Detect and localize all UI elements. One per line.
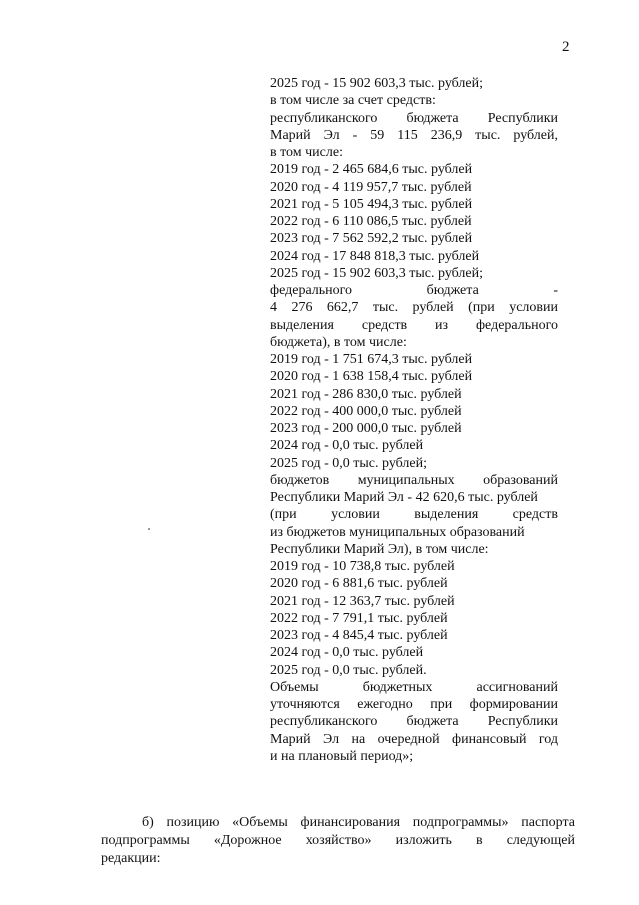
column-line: 2022 год - 6 110 086,5 тыс. рублей <box>270 214 472 229</box>
column-line: 2024 год - 0,0 тыс. рублей <box>270 438 424 454</box>
column-line: 2019 год - 10 738,8 тыс. рублей <box>270 559 455 574</box>
column-line: в том числе: <box>270 145 343 160</box>
column-line: 2021 год - 5 105 494,3 тыс. рублей <box>270 196 473 212</box>
scan-speck <box>148 528 150 530</box>
column-line: 2025 год - 0,0 тыс. рублей. <box>270 662 427 678</box>
column-line: республиканского бюджета Республики <box>270 714 558 730</box>
column-line: Республики Марий Эл), в том числе: <box>270 541 489 557</box>
column-line: (при условии выделения средств <box>270 507 558 523</box>
column-line: 2020 год - 4 119 957,7 тыс. рублей <box>270 179 472 195</box>
column-line: в том числе за счет средств: <box>270 93 436 109</box>
column-line: федерального бюджета - <box>270 283 558 298</box>
item-b-paragraph <box>101 814 575 867</box>
financing-column <box>270 75 558 765</box>
column-line: 2025 год - 15 902 603,3 тыс. рублей; <box>270 76 484 91</box>
column-line: 2019 год - 1 751 674,3 тыс. рублей <box>270 352 473 367</box>
column-line: 2023 год - 200 000,0 тыс. рублей <box>270 421 462 436</box>
column-line: 2021 год - 286 830,0 тыс. рублей <box>270 386 462 402</box>
column-line: 2023 год - 4 845,4 тыс. рублей <box>270 628 448 643</box>
column-line: бюджетов муниципальных образований <box>270 472 558 488</box>
column-line: 2023 год - 7 562 592,2 тыс. рублей <box>270 231 473 247</box>
column-line: 2022 год - 400 000,0 тыс. рублей <box>270 403 462 419</box>
item-b-line: подпрограммы «Дорожное хозяйство» изложить в следующей <box>101 832 575 848</box>
column-line: Марий Эл на очередной финансовый год <box>270 731 558 747</box>
column-line: Республики Марий Эл - 42 620,6 тыс. рублей <box>270 490 538 505</box>
item-b-line: б) позицию «Объемы финансирования подпрограммы» паспорта <box>142 815 575 830</box>
column-line: республиканского бюджета Республики <box>270 110 558 126</box>
column-line: Объемы бюджетных ассигнований <box>270 679 558 695</box>
column-line: 2020 год - 6 881,6 тыс. рублей <box>270 576 448 592</box>
column-line: 2024 год - 0,0 тыс. рублей <box>270 645 424 661</box>
column-line: 4 276 662,7 тыс. рублей (при условии <box>270 300 558 316</box>
column-line: 2022 год - 7 791,1 тыс. рублей <box>270 610 448 626</box>
column-line: 2021 год - 12 363,7 тыс. рублей <box>270 593 455 609</box>
column-line: из бюджетов муниципальных образований <box>270 524 525 540</box>
column-line: 2019 год - 2 465 684,6 тыс. рублей <box>270 162 473 178</box>
column-line: Марий Эл - 59 115 236,9 тыс. рублей, <box>270 127 558 143</box>
column-line: 2020 год - 1 638 158,4 тыс. рублей <box>270 369 473 385</box>
column-line: 2025 год - 15 902 603,3 тыс. рублей; <box>270 265 484 281</box>
column-line: бюджета), в том числе: <box>270 334 407 350</box>
item-b-line: редакции: <box>101 850 161 866</box>
column-line: уточняются ежегодно при формировании <box>270 697 558 712</box>
column-line: выделения средств из федерального <box>270 317 558 333</box>
column-line: 2025 год - 0,0 тыс. рублей; <box>270 455 428 471</box>
column-line: и на плановый период»; <box>270 748 414 764</box>
column-line: 2024 год - 17 848 818,3 тыс. рублей <box>270 248 480 264</box>
page-number: 2 <box>562 39 570 55</box>
